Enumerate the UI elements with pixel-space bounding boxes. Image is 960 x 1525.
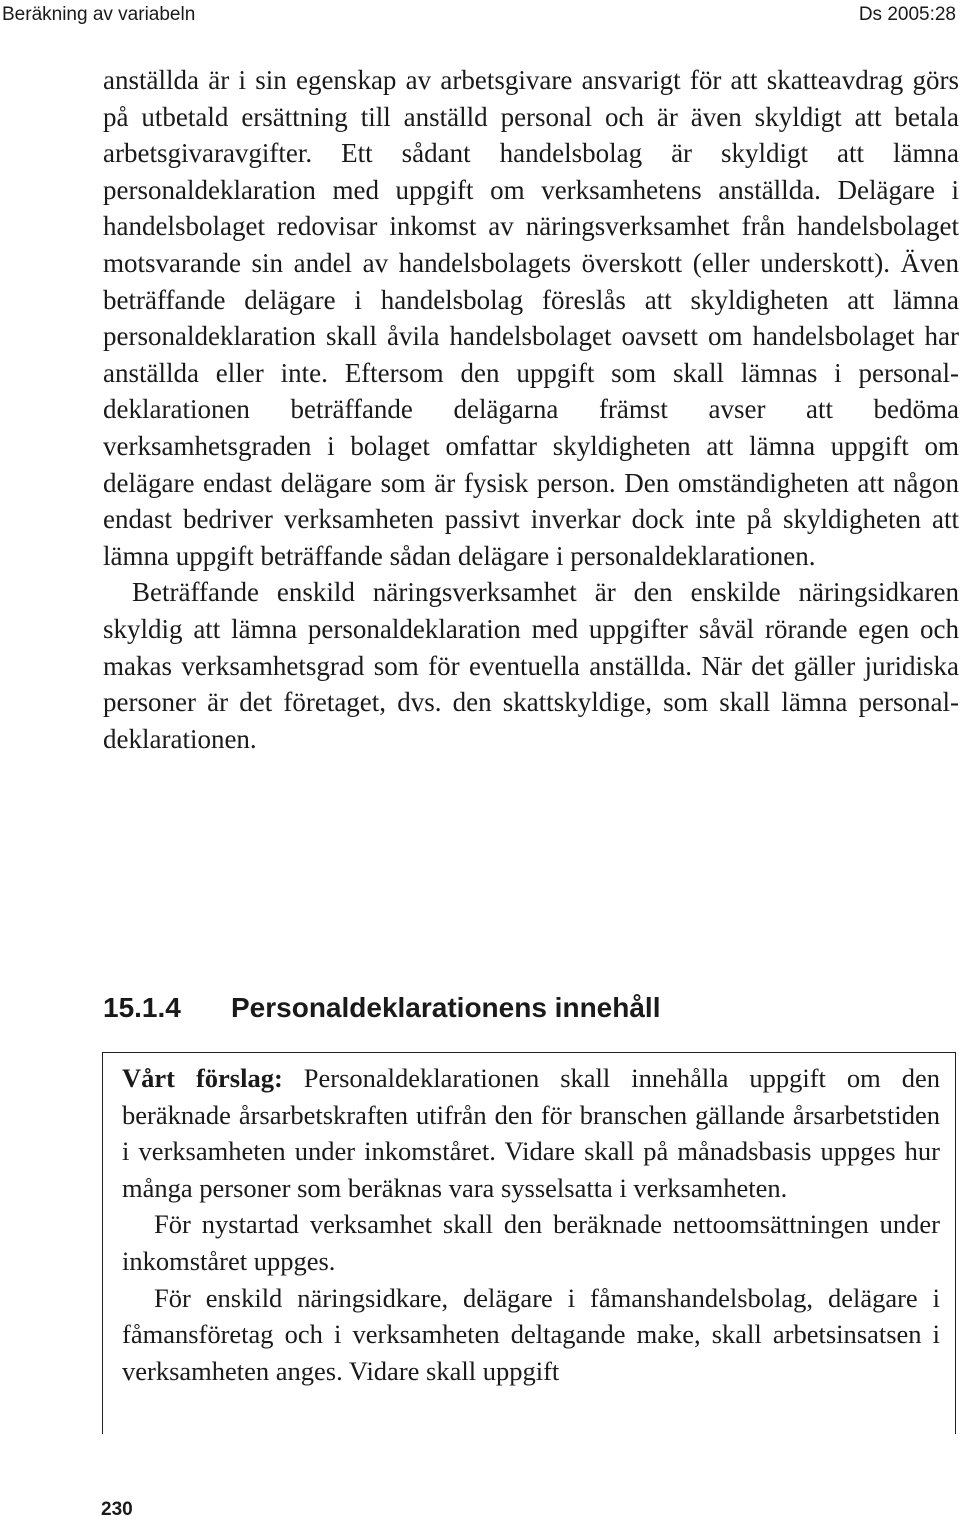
proposal-paragraph-3: För enskild näringsidkare, delägare i fåmanshandelsbolag, delägare i fåmansföretag och i verksamheten deltagande make, skall arbetsinsatsen i verksamheten anges. Vidare skall uppgift (122, 1282, 940, 1386)
section-number: 15.1.4 (103, 992, 181, 1023)
body-text (103, 62, 959, 757)
proposal-paragraph-2: För nystartad verksamhet skall den beräknade nettoomsättningen under inkomståret uppges. (122, 1209, 940, 1276)
running-header (0, 2, 960, 30)
proposal-paragraph-1-text: Personaldeklarationen skall innehålla uppgift om den beräknade årsarbetskraften utifrån den för branschen gällande årsarbetstiden i verksamheten under inkomståret. Vidare skall på månadsbasis uppges hur många personer som beräknas vara sysselsatta i verksamheten. (122, 1063, 941, 1203)
body-paragraph-1: anställda är i sin egenskap av arbetsgivare ansvarigt för att skatteavdrag görs på utbetald ersättning till anställd personal och är även skyldigt att betala arbetsgivaravgifter. Ett sådant handelsbolag är skyldigt att lämna personaldeklaration med uppgift om verksamhetens anställda. Delägare i handelsbolaget redovisar inkomst av näringsverksamhet från handelsbolaget motsvarande sin andel av handelsbolagets överskott (eller underskott). Även beträffande delägare i handelsbolag föreslås att skyldigheten att lämna personaldeklaration skall åvila handelsbolaget oavsett om handelsbolaget har anställda eller inte. Eftersom den uppgift som skall lämnas i personaldeklarationen beträffande delägarna främst avser att bedöma verksamhetsgraden i bolaget omfattar skyldigheten att lämna uppgift om delägare endast delägare som är fysisk person. Den omständigheten att någon endast bedriver verksamheten passivt inverkar dock inte på skyldigheten att lämna uppgift beträffande sådan delägare i personaldeklarationen. (103, 65, 959, 571)
section-heading (103, 990, 660, 1026)
proposal-text (122, 1060, 940, 1389)
document-id: Ds 2005:28 (858, 4, 956, 25)
page-number: 230 (101, 1499, 133, 1520)
body-paragraph-2: Beträffande enskild näringsverksamhet är den enskilde näringsidkaren skyldig att lämna personaldeklaration med uppgifter såväl rörande egen och makas verksamhetsgrad som för eventuella anställda. När det gäller juridiska personer är det företaget, dvs. den skattskyldige, som skall lämna personaldeklarationen. (103, 577, 959, 754)
proposal-paragraph-1 (122, 1060, 940, 1206)
section-title: Personaldeklarationens innehåll (231, 992, 661, 1023)
proposal-lead: Vårt förslag: (122, 1063, 283, 1093)
chapter-title: Beräkning av variabeln (2, 4, 196, 25)
